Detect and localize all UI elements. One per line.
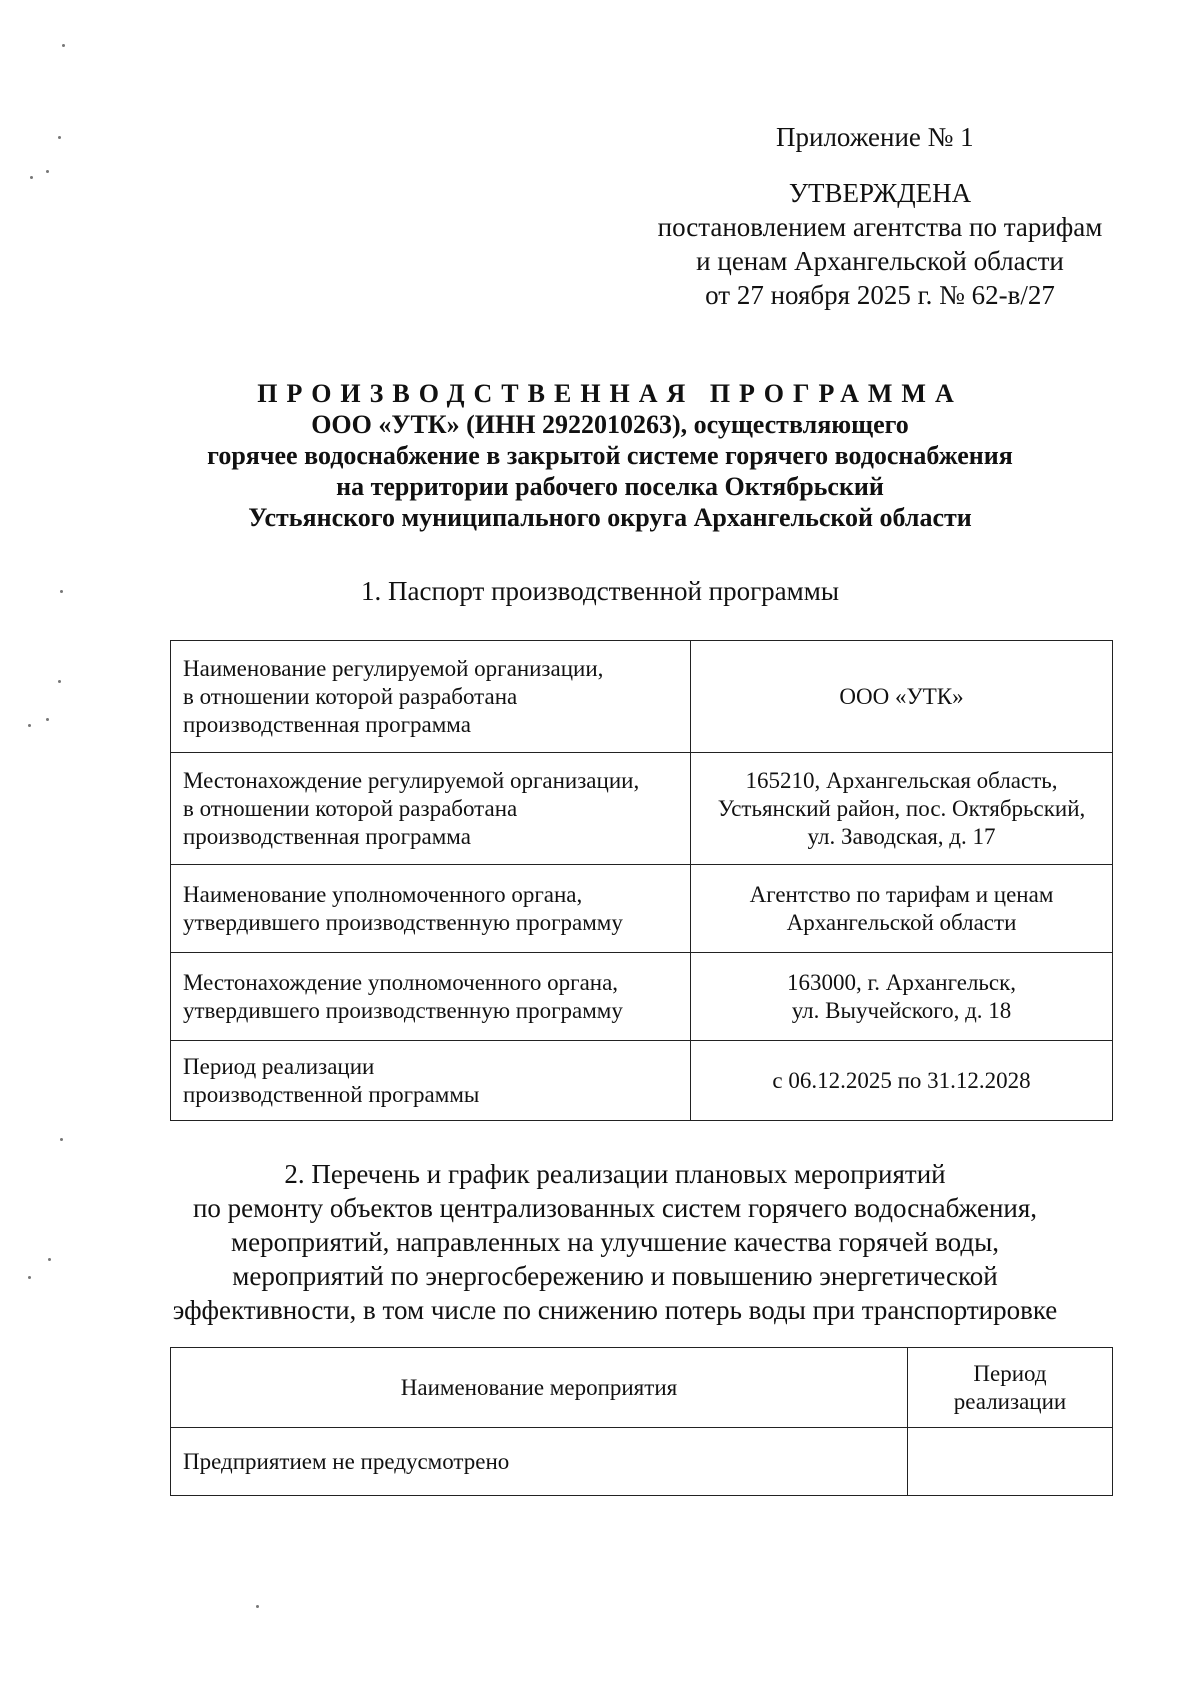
title-line: Устьянского муниципального округа Архангельской области	[248, 503, 972, 532]
scan-speck	[62, 44, 65, 47]
scan-speck	[48, 1258, 51, 1261]
cell-line: Устьянский район, пос. Октябрьский,	[717, 795, 1086, 821]
passport-value-cell	[691, 1041, 1113, 1121]
scan-speck	[28, 1276, 31, 1279]
scan-speck	[58, 680, 61, 683]
cell-line: в отношении которой разработана	[183, 683, 518, 709]
passport-table	[170, 640, 1113, 1121]
cell-line: 165210, Архангельская область,	[745, 767, 1058, 793]
scan-speck	[28, 724, 31, 727]
section1-heading: 1. Паспорт производственной программы	[361, 576, 839, 606]
heading-line: по ремонту объектов централизованных систем горячего водоснабжения,	[192, 1193, 1038, 1223]
approval-line: от 27 ноября 2025 г. № 62-в/27	[705, 280, 1055, 310]
scan-speck	[60, 590, 63, 593]
approval-line: и ценам Архангельской области	[696, 246, 1064, 276]
cell-line: ул. Заводская, д. 17	[807, 823, 996, 849]
header-line: Период	[973, 1360, 1047, 1386]
header-line: реализации	[953, 1388, 1067, 1414]
passport-label-cell	[171, 865, 691, 953]
column-header-name: Наименование мероприятия	[171, 1348, 908, 1428]
cell-line: производственная программа	[183, 823, 471, 849]
passport-label-cell	[171, 1041, 691, 1121]
title-line: горячее водоснабжение в закрытой системе горячего водоснабжения	[207, 441, 1013, 470]
table-header-row	[171, 1348, 1113, 1428]
cell-line: с 06.12.2025 по 31.12.2028	[772, 1067, 1031, 1093]
cell-line: ул. Выучейского, д. 18	[791, 997, 1012, 1023]
cell-line: Архангельской области	[786, 909, 1017, 935]
cell-line: Наименование уполномоченного органа,	[183, 881, 583, 907]
passport-label-cell	[171, 753, 691, 865]
cell-line: Местонахождение уполномоченного органа,	[183, 969, 619, 995]
approval-line: постановлением агентства по тарифам	[657, 212, 1103, 242]
table-row	[171, 1428, 1113, 1496]
scan-speck	[46, 170, 49, 173]
cell-line: 163000, г. Архангельск,	[786, 969, 1017, 995]
table-row	[171, 865, 1113, 953]
document-title	[140, 378, 1080, 533]
scan-speck	[58, 136, 61, 139]
heading-line: 2. Перечень и график реализации плановых мероприятий	[284, 1159, 946, 1189]
measure-name-cell: Предприятием не предусмотрено	[171, 1428, 908, 1496]
cell-line: Период реализации	[183, 1053, 375, 1079]
passport-value-cell	[691, 753, 1113, 865]
cell-line: Местонахождение регулируемой организации,	[183, 767, 640, 793]
table-row	[171, 753, 1113, 865]
title-line: на территории рабочего поселка Октябрьский	[336, 472, 884, 501]
approved-label: УТВЕРЖДЕНА	[788, 178, 972, 208]
section2-heading	[130, 1157, 1100, 1327]
table-row	[171, 1041, 1113, 1121]
cell-line: ООО «УТК»	[839, 683, 964, 709]
measure-period-cell	[908, 1428, 1113, 1496]
cell-line: в отношении которой разработана	[183, 795, 518, 821]
scan-speck	[30, 176, 33, 179]
heading-line: мероприятий, направленных на улучшение качества горячей воды,	[231, 1227, 999, 1257]
passport-value-cell	[691, 953, 1113, 1041]
cell-line: производственной программы	[183, 1081, 480, 1107]
annex-label: Приложение № 1	[776, 122, 974, 152]
table-row	[171, 641, 1113, 753]
scan-speck	[60, 1138, 63, 1141]
passport-label-cell	[171, 641, 691, 753]
heading-line: мероприятий по энергосбережению и повышению энергетической	[232, 1261, 998, 1291]
cell-line: производственная программа	[183, 711, 471, 737]
approval-block	[640, 120, 1120, 312]
heading-line: эффективности, в том числе по снижению потерь воды при транспортировке	[172, 1295, 1058, 1325]
measures-table	[170, 1347, 1113, 1496]
passport-value-cell	[691, 641, 1113, 753]
title-line: ООО «УТК» (ИНН 2922010263), осуществляющего	[311, 410, 909, 439]
column-header-period	[908, 1348, 1113, 1428]
scan-speck	[46, 718, 49, 721]
cell-line: Наименование регулируемой организации,	[183, 655, 604, 681]
table-row	[171, 953, 1113, 1041]
title-main: ПРОИЗВОДСТВЕННАЯ ПРОГРАММА	[257, 379, 963, 408]
passport-value-cell	[691, 865, 1113, 953]
cell-line: Агентство по тарифам и ценам	[749, 881, 1054, 907]
cell-line: утвердившего производственную программу	[183, 909, 623, 935]
passport-label-cell	[171, 953, 691, 1041]
cell-line: утвердившего производственную программу	[183, 997, 623, 1023]
scan-speck	[256, 1605, 259, 1608]
